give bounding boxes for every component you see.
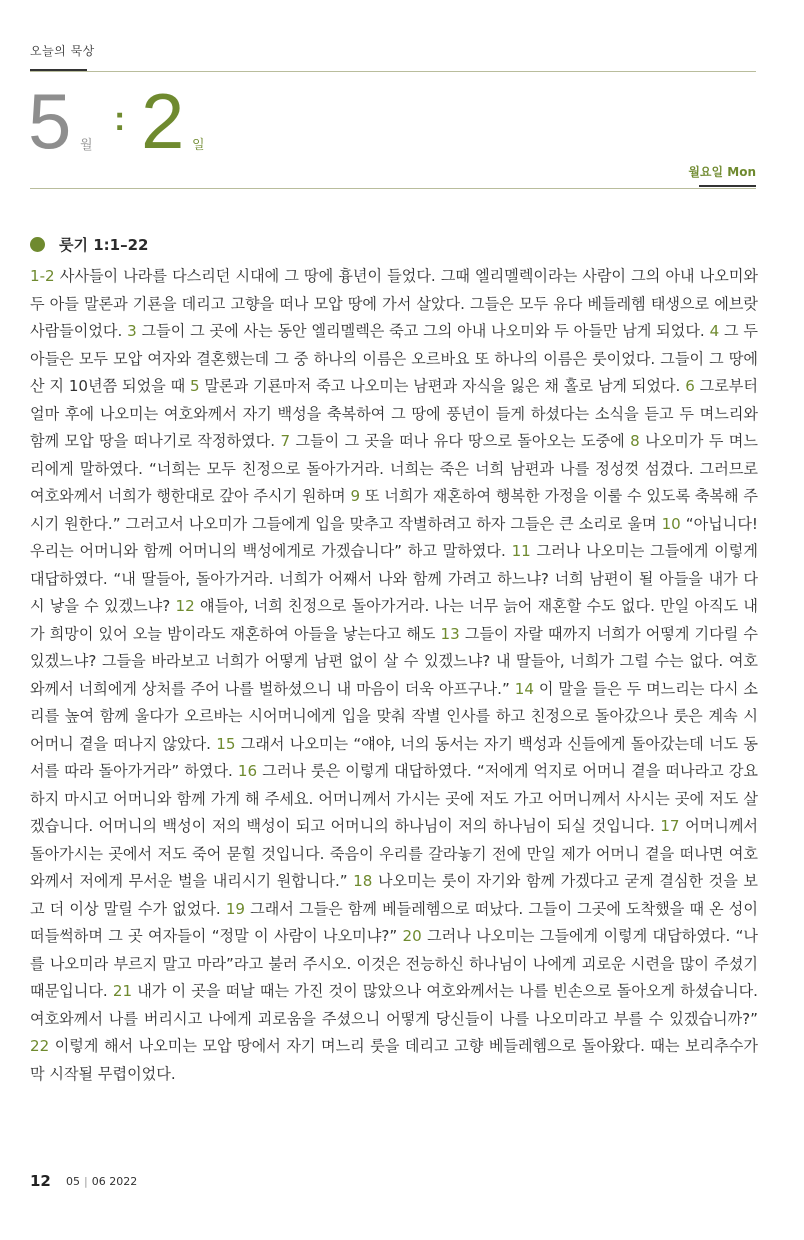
- bullet-icon: [30, 237, 45, 252]
- verse-number: 6: [685, 377, 695, 395]
- verse-number: 4: [709, 322, 720, 340]
- section-label: 오늘의 묵상: [30, 44, 95, 58]
- verse-number: 13: [440, 624, 460, 643]
- verse-number: 19: [225, 899, 246, 918]
- issue-month: 05: [66, 1175, 80, 1188]
- passage-heading: [30, 234, 148, 255]
- weekday-underline: [699, 185, 756, 187]
- date-colon: :: [114, 100, 126, 138]
- verse-text: 그래서 그들은 함께 베들레헴으로 떠났다. 그들이 그곳에 도착했을 때 온 성이 떠들썩하며 그 곳 여자들이 “정말 이 사람이 나오미냐?”: [30, 899, 758, 945]
- verse-number: 5: [190, 377, 200, 395]
- verse-text: 그러나 나오미는 그들에게 이렇게 대답하였다. “나를 나오미라 부르지 말고 마라”라고 불러 주시오. 이것은 전능하신 하나님이 나에게 괴로운 시련을 많이 주셨기 때문입니다.: [30, 927, 758, 1000]
- verse-text: 나오미는 룻이 자기와 함께 가겠다고 굳게 결심한 것을 보고 더 이상 말릴 수가 없었다.: [30, 872, 758, 918]
- verse-text: 이렇게 해서 나오미는 모압 땅에서 자기 며느리 룻을 데리고 고향 베들레헴으로 돌아왔다. 때는 보리추수가 막 시작될 무렵이었다.: [30, 1037, 758, 1083]
- verse-text: 말론과 기룐마저 죽고 나오미는 남편과 자식을 잃은 채 홀로 남게 되었다.: [204, 377, 681, 395]
- month-number: 5: [28, 77, 72, 165]
- day-number: 2: [141, 77, 185, 165]
- verse-number: 16: [237, 762, 258, 780]
- verse-number: 15: [216, 734, 236, 753]
- header-divider: [30, 188, 756, 189]
- issue-separator: |: [84, 1175, 88, 1188]
- verse-text: 또 너희가 재혼하여 행복한 가정을 이룰 수 있도록 축복해 주시기 원한다.” 그러고서 나오미가 그들에게 입을 맞추고 작별하려고 하자 그들은 큰 소리로 울며: [30, 487, 758, 533]
- verse-number: 17: [660, 817, 680, 835]
- verse-number: 21: [112, 982, 133, 1000]
- day-unit: 일: [192, 138, 205, 153]
- verse-text: 그러나 룻은 이렇게 대답하였다. “저에게 억지로 어머니 곁을 떠나라고 강요하지 마시고 어머니와 함께 가게 해 주세요. 어머니께서 가시는 곳에 저도 가고 어머니께서 사시는 곳에 저도 살겠습니다. 어머니의 백성이 저의 백성이 되고 어머니의 하나님이 저의 하나님이 되실 것입니다.: [30, 762, 758, 835]
- verse-number: 20: [402, 927, 422, 945]
- verse-text: 그로부터 얼마 후에 나오미는 여호와께서 자기 백성을 축복하여 그 땅에 풍년이 들게 하셨다는 소식을 듣고 두 며느리와 함께 모압 땅을 떠나기로 작정하였다.: [30, 377, 758, 450]
- weekday-label: 월요일 Mon: [688, 165, 756, 179]
- issue-year: 06 2022: [91, 1175, 138, 1188]
- verse-text: “아닙니다! 우리는 어머니와 함께 어머니의 백성에게로 가겠습니다” 하고 말하였다.: [30, 514, 758, 560]
- verse-text: 그래서 나오미는 “얘야, 너의 동서는 자기 백성과 신들에게 돌아갔는데 너도 동서를 따라 돌아가거라” 하였다.: [30, 734, 758, 780]
- verse-text: 사사들이 나라를 다스리던 시대에 그 땅에 흉년이 들었다. 그때 엘리멜렉이라는 사람이 그의 아내 나오미와 두 아들 말론과 기룐을 데리고 고향을 떠나 모압 땅에 가서 살았다. 그들은 모두 유다 베들레헴 태생으로 에브랏 사람들이었다.: [30, 267, 758, 340]
- verse-number: 3: [127, 322, 137, 340]
- verse-number: 12: [175, 597, 195, 615]
- verse-number: 7: [280, 432, 291, 450]
- verse-text: 그 두 아들은 모두 모압 여자와 결혼했는데 그 중 하나의 이름은 오르바요 또 하나의 이름은 룻이었다. 그들이 그 땅에 산 지 10년쯤 되었을 때: [30, 322, 758, 395]
- verse-number: 11: [511, 542, 531, 560]
- issue-info: [66, 1175, 137, 1188]
- month-unit: 월: [80, 138, 93, 153]
- verse-text: 얘들아, 너희 친정으로 돌아가거라. 나는 너무 늙어 재혼할 수도 없다. 만일 아직도 내가 희망이 있어 오늘 밤이라도 재혼하여 아들을 낳는다고 해도: [30, 597, 758, 643]
- verse-text: 그들이 그 곳에 사는 동안 엘리멜렉은 죽고 그의 아내 나오미와 두 아들만 남게 되었다.: [141, 322, 705, 340]
- verse-text: 나오미가 두 며느리에게 말하였다. “너희는 모두 친정으로 돌아가거라. 너희는 죽은 너희 남편과 나를 정성껏 섬겼다. 그러므로 여호와께서 너희가 행한대로 갚아 주시기 원하며: [30, 432, 758, 505]
- verse-number: 1-2: [30, 267, 55, 285]
- verse-number: 14: [514, 679, 534, 698]
- verse-number: 22: [30, 1037, 50, 1055]
- verse-number: 8: [630, 432, 640, 450]
- verse-number: 18: [353, 872, 373, 890]
- verse-text: 이 말을 들은 두 며느리는 다시 소리를 높여 함께 울다가 오르바는 시어머니에게 입을 맞춰 작별 인사를 하고 친정으로 돌아갔으나 룻은 계속 시어머니 곁을 떠나지 않았다.: [30, 679, 758, 753]
- verse-number: 10: [661, 514, 681, 533]
- verse-text: 그러나 나오미는 그들에게 이렇게 대답하였다. “내 딸들아, 돌아가거라. 너희가 어째서 나와 함께 가려고 하느냐? 너희 남편이 될 아들을 내가 다시 낳을 수 있겠느냐?: [30, 542, 758, 615]
- passage-reference: 룻기 1:1–22: [59, 236, 149, 254]
- scripture-text: [30, 263, 758, 1088]
- verse-text: 어머니께서 돌아가시는 곳에서 저도 죽어 묻힐 것입니다. 죽음이 우리를 갈라놓기 전에 만일 제가 어머니 곁을 떠나면 여호와께서 저에게 무서운 벌을 내리시기 원합니다.”: [30, 817, 758, 890]
- verse-number: 9: [350, 487, 361, 505]
- verse-text: 그들이 그 곳을 떠나 유다 땅으로 돌아오는 도중에: [295, 432, 625, 450]
- verse-text: 내가 이 곳을 떠날 때는 가진 것이 많았으나 여호와께서는 나를 빈손으로 돌아오게 하셨습니다. 여호와께서 나를 버리시고 나에게 괴로움을 주셨으니 어떻게 당신들이 나를 나오미라고 부를 수 있겠습니까?”: [30, 982, 758, 1028]
- verse-text: 그들이 자랄 때까지 너희가 어떻게 기다릴 수 있겠느냐? 그들을 바라보고 너희가 어떻게 남편 없이 살 수 있겠느냐? 내 딸들아, 너희가 그럴 수는 없다. 여호와께서 너희에게 상처를 주어 나를 벌하셨으니 내 마음이 더욱 아프구나.”: [30, 624, 758, 698]
- page-number: 12: [30, 1172, 51, 1190]
- top-divider: [30, 71, 756, 72]
